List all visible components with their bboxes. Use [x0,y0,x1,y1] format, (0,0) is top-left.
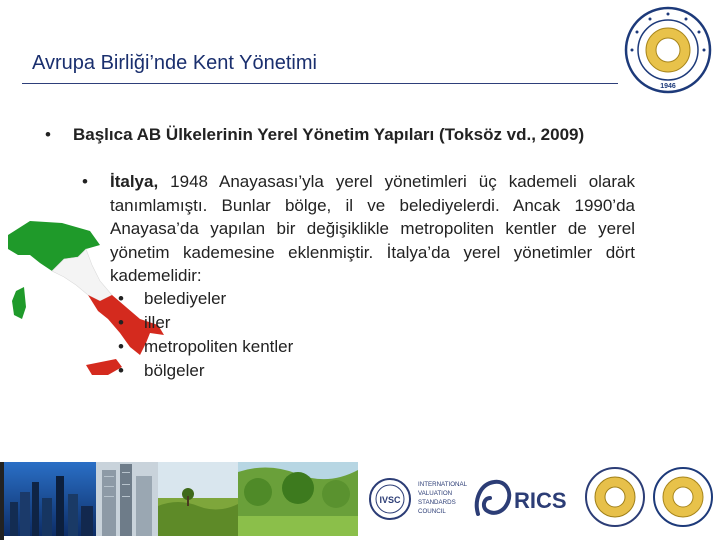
ivsc-logo [366,470,478,528]
ivsc-text-line: COUNCIL [418,508,446,515]
sub-bullet-text: metropoliten kentler [144,337,294,356]
green-park-photo [238,462,358,536]
institute-seal-logo [584,466,646,528]
bullet-level2 [82,170,635,288]
ivsc-text-line: INTERNATIONAL [418,481,468,488]
sub-bullet-item [118,335,293,359]
bullet-marker: • [118,289,124,308]
bullet-level1-text: Başlıca AB Ülkelerinin Yerel Yönetim Yapıları (Toksöz vd., 2009) [73,125,585,144]
sub-bullet-text: belediyeler [144,289,227,308]
sub-bullet-text: bölgeler [144,361,205,380]
bullet-marker: • [118,361,124,380]
countryside-photo [158,462,238,536]
ivsc-text-line: VALUATION [418,490,453,497]
rics-wordmark: RICS [514,488,567,513]
bullet-marker: • [118,337,124,356]
university-seal-footer-logo [652,466,714,528]
sub-bullet-item [118,287,226,311]
bullet-level2-text [110,170,635,288]
sub-bullet-text: iller [144,313,171,332]
italy-description: 1948 Anayasası’yla yerel yönetimleri üç kademeli olarak tanımlamıştı. Bunlar bölge, il ve belediyelerdi. Ancak 1990’da Anayasa’da yapılan bir değişiklikle metropoliten kentler de yerel yönetim kademesine eklenmiştir. İtalya’da yerel yönetimler dört kademelidir: [110,172,635,285]
ivsc-text-line: STANDARDS [418,499,456,506]
sub-bullet-item [118,311,170,335]
city-skyline-photo [4,462,96,536]
tower-buildings-photo [96,462,158,536]
bullet-marker: • [82,172,88,191]
ivsc-mark: IVSC [379,495,401,505]
sub-bullet-item [118,359,205,383]
country-lead: İtalya, [110,172,159,191]
bullet-marker: • [118,313,124,332]
seal-year: 1946 [660,83,676,90]
slide-title: Avrupa Birliği’nde Kent Yönetimi [32,52,317,74]
rics-logo [468,470,578,528]
bullet-marker: • [45,125,51,144]
bullet-level1 [45,123,635,147]
